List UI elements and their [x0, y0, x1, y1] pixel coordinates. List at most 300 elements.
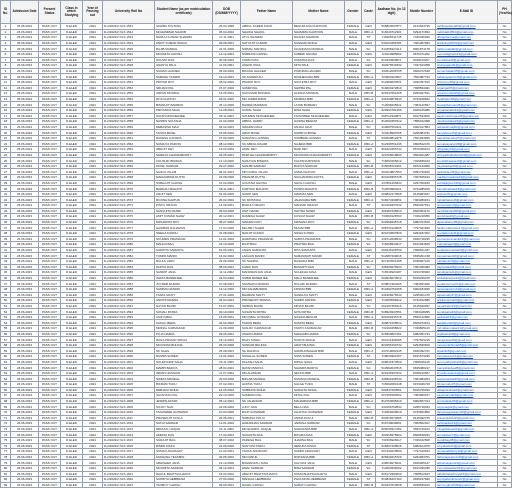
ph-cell[interactable]: No [498, 141, 512, 147]
email-cell[interactable]: ishitabanerjee22@gmail.com [436, 275, 498, 281]
student-name-cell[interactable]: DEBASISH MAJI [155, 124, 213, 130]
sl-no-cell[interactable]: 5 [1, 46, 11, 52]
sl-no-cell[interactable]: 73 [1, 426, 11, 432]
student-name-cell[interactable]: SAIFUL ISLAM [155, 169, 213, 175]
gender-cell[interactable]: MALE [345, 35, 362, 41]
class-cell[interactable]: D.ELED [61, 107, 83, 113]
roll-no-cell[interactable]: D-2/2023/2 NLS 1598 [103, 342, 155, 348]
mother-name-cell[interactable]: ALPANA MONDAL [293, 91, 345, 97]
email-cell[interactable]: koushikbiswas13@gmail.com [436, 158, 498, 164]
class-cell[interactable]: D.ELED [61, 387, 83, 393]
student-name-cell[interactable]: BIKRAM TUDU [155, 382, 213, 388]
passing-year-cell[interactable]: 2024 [83, 393, 103, 399]
mother-name-cell[interactable]: SARATI GHOSH [293, 482, 345, 488]
aadhaar-cell[interactable]: 712604938152 [376, 465, 408, 471]
mobile-cell[interactable]: 7908534491 [408, 85, 436, 91]
aadhaar-cell[interactable]: 516739048251 [376, 421, 408, 427]
sl-no-cell[interactable]: 67 [1, 393, 11, 399]
email-cell[interactable]: ankitsingh2001@gmail.com [436, 40, 498, 46]
student-name-cell[interactable]: SNEHA KUNDU [155, 230, 213, 236]
roll-no-cell[interactable]: D-2/2023/2 NLS 1609 [103, 404, 155, 410]
roll-no-cell[interactable]: D-2/2023/2 NLS 1592 [103, 309, 155, 315]
aadhaar-cell[interactable]: 512398761245 [376, 141, 408, 147]
mobile-cell[interactable]: 9002184635 [408, 286, 436, 292]
father-name-cell[interactable]: SK MOSTAFA [241, 197, 293, 203]
ph-cell[interactable]: No [498, 370, 512, 376]
status-cell[interactable]: PASS OUT [39, 186, 61, 192]
roll-no-cell[interactable]: D-2/2023/2 NLS 1549 [103, 68, 155, 74]
admission-date-cell[interactable]: 26.06.2023 [11, 454, 39, 460]
sl-no-cell[interactable]: 30 [1, 186, 11, 192]
caste-cell[interactable]: GEN [362, 449, 376, 455]
mother-name-cell[interactable]: SABITA PRAMANIK [293, 236, 345, 242]
gender-cell[interactable]: FEMALE [345, 443, 362, 449]
class-cell[interactable]: D.ELED [61, 359, 83, 365]
mother-name-cell[interactable]: TANUSREE MUKHERJEE [293, 113, 345, 119]
dob-cell[interactable]: 26.03.1998 [213, 24, 241, 30]
caste-cell[interactable]: GEN [362, 24, 376, 30]
dob-cell[interactable]: 11.11.2002 [213, 270, 241, 276]
mobile-cell[interactable]: 9002657314 [408, 398, 436, 404]
gender-cell[interactable]: FEMALE [345, 376, 362, 382]
status-cell[interactable]: PASS OUT [39, 460, 61, 466]
admission-date-cell[interactable]: 26.06.2023 [11, 376, 39, 382]
passing-year-cell[interactable]: 2024 [83, 320, 103, 326]
father-name-cell[interactable]: LAKHAN MANDI [241, 253, 293, 259]
passing-year-cell[interactable]: 2024 [83, 247, 103, 253]
sl-no-cell[interactable]: 20 [1, 130, 11, 136]
student-name-cell[interactable]: AMIT KUMAR SHAW [155, 214, 213, 220]
col-header-admission-date[interactable]: Admission Date [11, 1, 39, 24]
mobile-cell[interactable]: 8609273154 [408, 320, 436, 326]
sl-no-cell[interactable]: 18 [1, 119, 11, 125]
dob-cell[interactable]: 12.08.2001 [213, 107, 241, 113]
admission-date-cell[interactable]: 26.06.2023 [11, 426, 39, 432]
class-cell[interactable]: D.ELED [61, 141, 83, 147]
admission-date-cell[interactable]: 26.06.2023 [11, 421, 39, 427]
dob-cell[interactable]: 22.06.2002 [213, 404, 241, 410]
dob-cell[interactable]: 22.01.2000 [213, 46, 241, 52]
gender-cell[interactable]: MALE [345, 225, 362, 231]
status-cell[interactable]: PASS OUT [39, 275, 61, 281]
father-name-cell[interactable]: NARAYAN BISWAS [241, 158, 293, 164]
student-name-cell[interactable]: MAHUA BAG [155, 242, 213, 248]
caste-cell[interactable]: SC [362, 303, 376, 309]
mobile-cell[interactable]: 6295718043 [408, 404, 436, 410]
admission-date-cell[interactable]: 26.06.2023 [11, 24, 39, 30]
dob-cell[interactable]: 09.11.2002 [213, 113, 241, 119]
aadhaar-cell[interactable]: 712098435621 [376, 102, 408, 108]
gender-cell[interactable]: MALE [345, 415, 362, 421]
ph-cell[interactable]: No [498, 286, 512, 292]
caste-cell[interactable]: GEN [362, 460, 376, 466]
email-cell[interactable]: imranhossain11@gmail.com [436, 370, 498, 376]
ph-cell[interactable]: No [498, 342, 512, 348]
passing-year-cell[interactable]: 2024 [83, 460, 103, 466]
passing-year-cell[interactable]: 2024 [83, 236, 103, 242]
admission-date-cell[interactable]: 26.06.2023 [11, 465, 39, 471]
admission-date-cell[interactable]: 26.06.2023 [11, 337, 39, 343]
father-name-cell[interactable]: DHIREN BARMAN [241, 102, 293, 108]
ph-cell[interactable]: No [498, 354, 512, 360]
roll-no-cell[interactable]: D-2/2023/2 NLS 1619 [103, 460, 155, 466]
ph-cell[interactable]: No [498, 152, 512, 158]
status-cell[interactable]: PASS OUT [39, 113, 61, 119]
aadhaar-cell[interactable]: 734509128763 [376, 214, 408, 220]
email-cell[interactable]: mdshakib0504@gmail.com [436, 29, 498, 35]
aadhaar-cell[interactable]: 718034962157 [376, 354, 408, 360]
roll-no-cell[interactable]: D-2/2023/2 NLS 1617 [103, 449, 155, 455]
father-name-cell[interactable]: RANJIT KUNDU [241, 230, 293, 236]
email-cell[interactable]: rojinakhatun26@gmail.com [436, 197, 498, 203]
gender-cell[interactable]: MALE [345, 91, 362, 97]
email-cell[interactable]: surajitbag08@gmail.com [436, 437, 498, 443]
student-name-cell[interactable]: SUPRIYA HEMBRAM [155, 477, 213, 483]
roll-no-cell[interactable]: D-2/2023/2 NLS 1616 [103, 443, 155, 449]
passing-year-cell[interactable]: 2024 [83, 370, 103, 376]
roll-no-cell[interactable]: D-2/2023/2 NLS 1611 [103, 415, 155, 421]
ph-cell[interactable]: No [498, 46, 512, 52]
mother-name-cell[interactable]: SUPRIYA BOSE [293, 130, 345, 136]
gender-cell[interactable]: MALE [345, 337, 362, 343]
mother-name-cell[interactable]: PHULMONI HEMBRAM [293, 477, 345, 483]
gender-cell[interactable]: MALE [345, 169, 362, 175]
dob-cell[interactable]: 19.03.2002 [213, 147, 241, 153]
email-cell[interactable]: sabanayasmin19@gmail.com [436, 74, 498, 80]
dob-cell[interactable]: 19.07.2002 [213, 303, 241, 309]
dob-cell[interactable]: 11.03.2001 [213, 63, 241, 69]
student-name-cell[interactable]: ASIF IQBAL [155, 314, 213, 320]
mobile-cell[interactable]: 7384069157 [408, 393, 436, 399]
mobile-cell[interactable]: 7439805126 [408, 326, 436, 332]
father-name-cell[interactable]: DILIP BAG [241, 242, 293, 248]
caste-cell[interactable]: ST [362, 253, 376, 259]
mobile-cell[interactable]: 8972143069 [408, 163, 436, 169]
dob-cell[interactable]: 16.02.2002 [213, 253, 241, 259]
father-name-cell[interactable]: BHABANI MAITY [241, 292, 293, 298]
ph-cell[interactable]: No [498, 85, 512, 91]
father-name-cell[interactable]: ABHIJIT BHATTACHARYA [241, 471, 293, 477]
roll-no-cell[interactable]: D-2/2023/2 NLS 1618 [103, 454, 155, 460]
aadhaar-cell[interactable]: 825036917482 [376, 426, 408, 432]
caste-cell[interactable]: GEN [362, 180, 376, 186]
passing-year-cell[interactable]: 2024 [83, 387, 103, 393]
dob-cell[interactable]: 27.01.2000 [213, 292, 241, 298]
mobile-cell[interactable]: 8609518234 [408, 432, 436, 438]
status-cell[interactable]: PASS OUT [39, 102, 61, 108]
sl-no-cell[interactable]: 80 [1, 465, 11, 471]
dob-cell[interactable]: 16.05.2002 [213, 387, 241, 393]
aadhaar-cell[interactable]: 812093457612 [376, 119, 408, 125]
student-name-cell[interactable]: SUMAN HALDER [155, 68, 213, 74]
passing-year-cell[interactable]: 2024 [83, 342, 103, 348]
ph-cell[interactable]: No [498, 135, 512, 141]
student-name-cell[interactable]: IMRAN HOSSAIN [155, 370, 213, 376]
father-name-cell[interactable]: SUBIR BANERJEE [241, 275, 293, 281]
dob-cell[interactable]: 01.06.2000 [213, 191, 241, 197]
mother-name-cell[interactable]: JAHANARA BIBI [293, 197, 345, 203]
sl-no-cell[interactable]: 26 [1, 163, 11, 169]
aadhaar-cell[interactable]: 713265098412 [376, 298, 408, 304]
ph-cell[interactable]: No [498, 382, 512, 388]
class-cell[interactable]: D.ELED [61, 130, 83, 136]
mother-name-cell[interactable]: SUNITA SINGH [293, 337, 345, 343]
mother-name-cell[interactable]: SUCHANDRA DUTTA [293, 175, 345, 181]
admission-date-cell[interactable]: 26.06.2023 [11, 135, 39, 141]
ph-cell[interactable]: No [498, 96, 512, 102]
ph-cell[interactable]: No [498, 191, 512, 197]
admission-date-cell[interactable]: 26.06.2023 [11, 382, 39, 388]
passing-year-cell[interactable]: 2024 [83, 354, 103, 360]
email-cell[interactable]: barnalimahato18@gmail.com [436, 186, 498, 192]
roll-no-cell[interactable]: D-2/2023/2 NLS 1583 [103, 258, 155, 264]
sl-no-cell[interactable]: 62 [1, 365, 11, 371]
ph-cell[interactable]: No [498, 68, 512, 74]
aadhaar-cell[interactable]: 809123456734 [376, 147, 408, 153]
father-name-cell[interactable]: MD JAMIRUDDIN [241, 96, 293, 102]
sl-no-cell[interactable]: 66 [1, 387, 11, 393]
class-cell[interactable]: D.ELED [61, 63, 83, 69]
admission-date-cell[interactable]: 26.06.2023 [11, 365, 39, 371]
status-cell[interactable]: PASS OUT [39, 203, 61, 209]
ph-cell[interactable]: No [498, 225, 512, 231]
dob-cell[interactable]: 30.05.2002 [213, 454, 241, 460]
status-cell[interactable]: PASS OUT [39, 465, 61, 471]
dob-cell[interactable]: 25.12.2000 [213, 102, 241, 108]
student-name-cell[interactable]: RAKESH HANSDA [155, 135, 213, 141]
sl-no-cell[interactable]: 83 [1, 482, 11, 488]
gender-cell[interactable]: MALE [345, 147, 362, 153]
student-name-cell[interactable]: ANKITA MANNA [155, 298, 213, 304]
admission-date-cell[interactable]: 26.06.2023 [11, 477, 39, 483]
status-cell[interactable]: PASS OUT [39, 365, 61, 371]
mother-name-cell[interactable]: KALPANA BISWAS [293, 158, 345, 164]
admission-date-cell[interactable]: 26.06.2023 [11, 51, 39, 57]
student-name-cell[interactable]: SRIJANI PAL [155, 85, 213, 91]
admission-date-cell[interactable]: 26.06.2023 [11, 68, 39, 74]
email-cell[interactable]: soumenpramanik12@gmail.com [436, 236, 498, 242]
caste-cell[interactable]: OBC-B [362, 163, 376, 169]
ph-cell[interactable]: No [498, 314, 512, 320]
ph-cell[interactable]: No [498, 398, 512, 404]
ph-cell[interactable]: No [498, 298, 512, 304]
dob-cell[interactable]: 28.04.2001 [213, 365, 241, 371]
col-header-mobile[interactable]: Mobile Number [408, 1, 436, 24]
mobile-cell[interactable]: 9635201748 [408, 253, 436, 259]
ph-cell[interactable]: No [498, 365, 512, 371]
sl-no-cell[interactable]: 57 [1, 337, 11, 343]
mobile-cell[interactable]: 7602987743 [408, 74, 436, 80]
class-cell[interactable]: D.ELED [61, 465, 83, 471]
caste-cell[interactable]: SC [362, 158, 376, 164]
mobile-cell[interactable]: 7063418295 [408, 309, 436, 315]
class-cell[interactable]: D.ELED [61, 415, 83, 421]
ph-cell[interactable]: No [498, 113, 512, 119]
sl-no-cell[interactable]: 60 [1, 354, 11, 360]
mobile-cell[interactable]: 9046215380 [408, 107, 436, 113]
class-cell[interactable]: D.ELED [61, 91, 83, 97]
ph-cell[interactable]: No [498, 337, 512, 343]
father-name-cell[interactable]: SRIBAS BAURI [241, 303, 293, 309]
caste-cell[interactable]: OBC-A [362, 426, 376, 432]
aadhaar-cell[interactable]: 732190458623 [376, 326, 408, 332]
father-name-cell[interactable]: BIKASH HALDER [241, 68, 293, 74]
mother-name-cell[interactable]: RITA SAMANTA [293, 247, 345, 253]
aadhaar-cell[interactable]: 723418900765 [376, 130, 408, 136]
sl-no-cell[interactable]: 25 [1, 158, 11, 164]
mobile-cell[interactable]: 9046718235 [408, 236, 436, 242]
email-cell[interactable]: tapasmaity27@gmail.com [436, 292, 498, 298]
status-cell[interactable]: PASS OUT [39, 225, 61, 231]
caste-cell[interactable]: SC [362, 404, 376, 410]
dob-cell[interactable]: 10.04.2002 [213, 180, 241, 186]
dob-cell[interactable]: 04.12.2001 [213, 465, 241, 471]
mobile-cell[interactable]: 7407625913 [408, 175, 436, 181]
ph-cell[interactable]: No [498, 359, 512, 365]
roll-no-cell[interactable]: D-2/2023/2 NLS 1601 [103, 359, 155, 365]
passing-year-cell[interactable]: 2024 [83, 382, 103, 388]
mobile-cell[interactable]: 7001287993 [408, 40, 436, 46]
mobile-cell[interactable]: 9002317864 [408, 124, 436, 130]
passing-year-cell[interactable]: 2024 [83, 409, 103, 415]
student-name-cell[interactable]: KOUSHIK BISWAS [155, 158, 213, 164]
roll-no-cell[interactable]: D-2/2023/2 NLS 1621 [103, 471, 155, 477]
gender-cell[interactable]: MALE [345, 236, 362, 242]
email-cell[interactable]: mirajulhaque01@gmail.com [436, 426, 498, 432]
father-name-cell[interactable]: TARUN BERA [241, 320, 293, 326]
sl-no-cell[interactable]: 70 [1, 409, 11, 415]
gender-cell[interactable]: FEMALE [345, 253, 362, 259]
col-header-present-status[interactable]: Present Status [39, 1, 61, 24]
father-name-cell[interactable]: SWAPAN MAJI [241, 124, 293, 130]
dob-cell[interactable]: 14.12.2001 [213, 51, 241, 57]
student-name-cell[interactable]: PUJA HAZRA [155, 331, 213, 337]
passing-year-cell[interactable]: 2024 [83, 57, 103, 63]
class-cell[interactable]: D.ELED [61, 303, 83, 309]
father-name-cell[interactable]: TAPAN DAS [241, 57, 293, 63]
ph-cell[interactable]: No [498, 175, 512, 181]
mobile-cell[interactable]: 9635217840 [408, 477, 436, 483]
mother-name-cell[interactable]: GITA PATRA [293, 309, 345, 315]
aadhaar-cell[interactable]: 615903827461 [376, 331, 408, 337]
mother-name-cell[interactable]: CHITRA NANDI [293, 208, 345, 214]
dob-cell[interactable]: 08.07.2002 [213, 437, 241, 443]
status-cell[interactable]: PASS OUT [39, 264, 61, 270]
aadhaar-cell[interactable]: 823456190732 [376, 342, 408, 348]
roll-no-cell[interactable]: D-2/2023/2 NLS 1585 [103, 270, 155, 276]
mobile-cell[interactable]: 9563021487 [408, 152, 436, 158]
email-cell[interactable]: biswajitbarman25@gmail.com [436, 102, 498, 108]
father-name-cell[interactable]: KARTICK MAHATO [241, 186, 293, 192]
father-name-cell[interactable]: SANATAN HANSDA [241, 135, 293, 141]
sl-no-cell[interactable]: 59 [1, 348, 11, 354]
class-cell[interactable]: D.ELED [61, 281, 83, 287]
roll-no-cell[interactable]: D-2/2023/2 NLS 1551 [103, 79, 155, 85]
status-cell[interactable]: PASS OUT [39, 454, 61, 460]
gender-cell[interactable]: FEMALE [345, 275, 362, 281]
mobile-cell[interactable]: 7797410623 [408, 449, 436, 455]
student-name-cell[interactable]: BARNALI MAHATO [155, 186, 213, 192]
mobile-cell[interactable]: 7865012398 [408, 119, 436, 125]
roll-no-cell[interactable]: D-2/2023/2 NLS 1575 [103, 214, 155, 220]
class-cell[interactable]: D.ELED [61, 57, 83, 63]
class-cell[interactable]: D.ELED [61, 225, 83, 231]
student-name-cell[interactable]: RUHUL AMIN [155, 258, 213, 264]
email-cell[interactable]: mrinalkarmakar21@gmail.com [436, 326, 498, 332]
roll-no-cell[interactable]: D-2/2023/2 NLS 1562 [103, 141, 155, 147]
status-cell[interactable]: PASS OUT [39, 370, 61, 376]
dob-cell[interactable]: 23.08.2000 [213, 175, 241, 181]
aadhaar-cell[interactable]: 527309184562 [376, 393, 408, 399]
gender-cell[interactable]: FEMALE [345, 286, 362, 292]
gender-cell[interactable]: FEMALE [345, 365, 362, 371]
father-name-cell[interactable]: SUBODH DOLUI [241, 415, 293, 421]
student-name-cell[interactable]: SAMIMA NASRIN [155, 286, 213, 292]
aadhaar-cell[interactable]: 824109356728 [376, 175, 408, 181]
mobile-cell[interactable]: 9382614075 [408, 443, 436, 449]
class-cell[interactable]: D.ELED [61, 354, 83, 360]
status-cell[interactable]: PASS OUT [39, 63, 61, 69]
student-name-cell[interactable]: PRITAM ROY [155, 79, 213, 85]
roll-no-cell[interactable]: D-2/2023/2 NLS 1543 [103, 35, 155, 41]
gender-cell[interactable]: MALE [345, 79, 362, 85]
mobile-cell[interactable]: 6295084731 [408, 130, 436, 136]
sl-no-cell[interactable]: 36 [1, 219, 11, 225]
mother-name-cell[interactable]: SAMSUNNAHAR BIBI [293, 348, 345, 354]
admission-date-cell[interactable]: 26.06.2023 [11, 147, 39, 153]
email-cell[interactable]: ruhulamin29@gmail.com [436, 258, 498, 264]
ph-cell[interactable]: No [498, 57, 512, 63]
passing-year-cell[interactable]: 2024 [83, 443, 103, 449]
father-name-cell[interactable]: HARIPADA PRAMANIK [241, 236, 293, 242]
student-name-cell[interactable]: RIYA KHATUN [155, 96, 213, 102]
aadhaar-cell[interactable]: 436502198743 [376, 376, 408, 382]
email-cell[interactable]: sonalipatra30@gmail.com [436, 309, 498, 315]
gender-cell[interactable]: FEMALE [345, 85, 362, 91]
gender-cell[interactable]: MALE [345, 270, 362, 276]
class-cell[interactable]: D.ELED [61, 219, 83, 225]
aadhaar-cell[interactable]: 827304561298 [376, 258, 408, 264]
email-cell[interactable]: arpanmondal16@gmail.com [436, 91, 498, 97]
mobile-cell[interactable]: 8348907126 [408, 258, 436, 264]
father-name-cell[interactable]: PROSENJIT MANNA [241, 298, 293, 304]
mother-name-cell[interactable]: MITA PAUL [293, 63, 345, 69]
father-name-cell[interactable]: SAMIR PAL [241, 85, 293, 91]
email-cell[interactable]: srijanipal07@gmail.com [436, 85, 498, 91]
mother-name-cell[interactable]: MANGRI ORAON [293, 203, 345, 209]
dob-cell[interactable]: 03.05.2001 [213, 247, 241, 253]
class-cell[interactable]: D.ELED [61, 393, 83, 399]
aadhaar-cell[interactable]: 608231974560 [376, 359, 408, 365]
passing-year-cell[interactable]: 2024 [83, 63, 103, 69]
student-name-cell[interactable]: RANA PRATAP SINGH [155, 337, 213, 343]
gender-cell[interactable]: MALE [345, 46, 362, 52]
roll-no-cell[interactable]: D-2/2023/2 NLS 1550 [103, 74, 155, 80]
gender-cell[interactable]: MALE [345, 281, 362, 287]
passing-year-cell[interactable]: 2024 [83, 208, 103, 214]
mobile-cell[interactable]: 9382704519 [408, 219, 436, 225]
email-cell[interactable]: dipanwitaroy05@gmail.com [436, 219, 498, 225]
col-header-sl-no[interactable]: Sl No. [1, 1, 11, 24]
mother-name-cell[interactable]: SAHANARA BIBI [293, 426, 345, 432]
class-cell[interactable]: D.ELED [61, 186, 83, 192]
student-name-cell[interactable]: ABHIJIT DEY [155, 147, 213, 153]
father-name-cell[interactable]: SHAIKH SHAKIL [241, 29, 293, 35]
caste-cell[interactable]: SC [362, 46, 376, 52]
sl-no-cell[interactable]: 75 [1, 437, 11, 443]
student-name-cell[interactable]: SOUMYADIP SAHA [155, 359, 213, 365]
class-cell[interactable]: D.ELED [61, 113, 83, 119]
